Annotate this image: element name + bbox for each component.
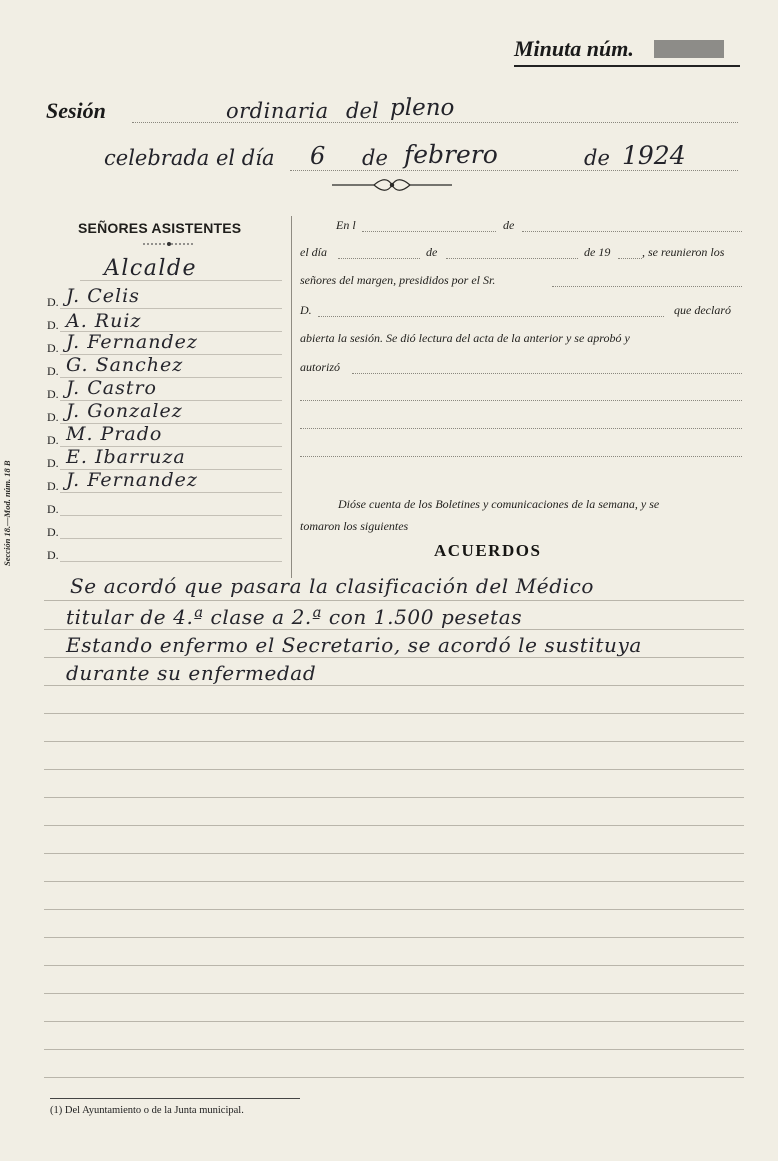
session-line-2: [290, 170, 738, 171]
attendee-prefix-1: D.: [47, 295, 59, 309]
ruled-line-8: [44, 797, 744, 798]
sesion-label: Sesión: [46, 98, 106, 123]
form-reunieron: , se reunieron los: [642, 245, 725, 259]
session-day: 6: [310, 142, 326, 170]
ruled-line-12: [44, 909, 744, 910]
ruled-line-4: [44, 685, 744, 686]
form-de-label-2: de: [426, 245, 438, 259]
form-autorizo-blank: [352, 373, 742, 374]
attendees-mayor: Alcalde: [104, 256, 197, 281]
minuta-label: Minuta núm.: [514, 36, 634, 61]
session-del: del: [346, 99, 379, 123]
attendee-name-6: J. Gonzalez: [66, 400, 183, 422]
form-d-label: D.: [300, 303, 312, 317]
form-month-blank: [446, 258, 578, 259]
column-divider: [291, 216, 292, 578]
attendee-prefix-9: D.: [47, 479, 59, 493]
acuerdo-line-4: durante su enfermedad: [66, 661, 317, 685]
session-de: de: [362, 146, 388, 170]
attendee-prefix-2: D.: [47, 318, 59, 332]
attendee-name-2: A. Ruiz: [66, 310, 142, 332]
form-blank-line-2: [300, 428, 742, 429]
attendee-name-9: J. Fernandez: [66, 469, 198, 491]
ruled-line-7: [44, 769, 744, 770]
ruled-line-15: [44, 993, 744, 994]
form-year-blank: [618, 258, 642, 259]
form-declaro: que declaró: [674, 303, 731, 317]
minuta-underline: [514, 65, 740, 67]
attendee-line-12: [60, 561, 282, 562]
attendee-line-11: [60, 538, 282, 539]
attendee-name-4: G. Sanchez: [66, 354, 184, 376]
attendee-line-10: [60, 515, 282, 516]
ruled-line-6: [44, 741, 744, 742]
form-line-3: señores del margen, presididos por el Sr.: [300, 273, 496, 287]
ruled-line-2: [44, 629, 744, 630]
form-en-label: En l: [336, 218, 356, 232]
side-margin-label: Sección 18.—Mod. núm. 18 B: [2, 460, 12, 566]
acuerdo-line-3: Estando enfermo el Secretario, se acordó le sustituya: [66, 633, 642, 657]
form-boletines-1: Dióse cuenta de los Boletines y comunicaciones de la semana, y se: [338, 497, 660, 511]
attendee-prefix-5: D.: [47, 387, 59, 401]
ornament-flourish: [330, 176, 454, 194]
form-presidente-blank: [552, 286, 742, 287]
form-year-label: de 19: [584, 245, 611, 259]
session-body-name: pleno: [390, 95, 455, 121]
ruled-line-17: [44, 1049, 744, 1050]
attendee-prefix-6: D.: [47, 410, 59, 424]
attendee-name-5: J. Castro: [66, 377, 157, 399]
session-year-prefix: de: [584, 146, 610, 170]
attendee-prefix-10: D.: [47, 502, 59, 516]
attendee-prefix-12: D.: [47, 548, 59, 562]
attendee-name-1: J. Celis: [66, 285, 140, 307]
session-year: 1924: [622, 141, 686, 170]
ruled-line-13: [44, 937, 744, 938]
acuerdo-line-2: titular de 4.ª clase a 2.ª con 1.500 pesetas: [66, 605, 523, 629]
minuta-number-redacted: [654, 40, 724, 58]
ruled-line-10: [44, 853, 744, 854]
ruled-line-16: [44, 1021, 744, 1022]
form-dia-label: el día: [300, 245, 327, 259]
attendee-name-3: J. Fernandez: [66, 331, 198, 353]
attendee-name-8: E. Ibarruza: [66, 446, 186, 468]
attendee-name-7: M. Prado: [66, 423, 163, 445]
attendee-prefix-7: D.: [47, 433, 59, 447]
celebrada-label: celebrada el día: [104, 146, 275, 170]
form-d-blank: [318, 316, 664, 317]
form-boletines-2: tomaron los siguientes: [300, 519, 409, 533]
footnote: (1) Del Ayuntamiento o de la Junta municipal.: [50, 1105, 244, 1116]
form-dia-blank: [338, 258, 420, 259]
attendee-prefix-8: D.: [47, 456, 59, 470]
form-autorizo: autorizó: [300, 360, 341, 374]
form-blank-line-1: [300, 400, 742, 401]
attendee-prefix-4: D.: [47, 364, 59, 378]
attendee-line-1: [60, 308, 282, 309]
ruled-line-3: [44, 657, 744, 658]
form-line-5: abierta la sesión. Se dió lectura del acta de la anterior y se aprobó y: [300, 331, 630, 345]
session-type: ordinaria: [226, 99, 329, 123]
attendee-line-9: [60, 492, 282, 493]
form-de-blank-1: [522, 231, 742, 232]
ruled-line-18: [44, 1077, 744, 1078]
attendees-heading: SEÑORES ASISTENTES: [78, 220, 242, 236]
ruled-line-9: [44, 825, 744, 826]
form-blank-line-3: [300, 456, 742, 457]
attendee-prefix-3: D.: [47, 341, 59, 355]
ruled-line-5: [44, 713, 744, 714]
session-line-1: [132, 122, 738, 123]
attendee-prefix-11: D.: [47, 525, 59, 539]
attendees-heading-ornament: [142, 240, 196, 248]
form-en-blank: [362, 231, 496, 232]
ruled-line-11: [44, 881, 744, 882]
form-de-label-1: de: [503, 218, 515, 232]
acuerdo-line-1: Se acordó que pasara la clasificación del Médico: [70, 574, 595, 598]
acuerdos-heading: ACUERDOS: [434, 541, 542, 560]
mayor-line: [80, 280, 282, 281]
footnote-rule: [50, 1098, 300, 1099]
ruled-line-1: [44, 600, 744, 601]
ruled-line-14: [44, 965, 744, 966]
session-month: febrero: [404, 140, 498, 169]
